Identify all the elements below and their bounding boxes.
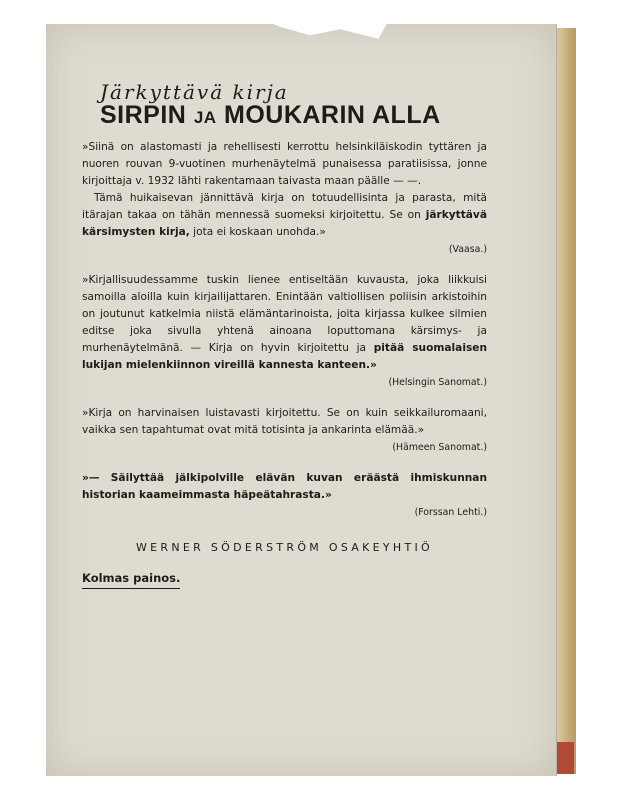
quote-paragraph: »Siinä on alastomasti ja rehellisesti kerrottu helsinkiläiskodin tyttären ja nuoren rouvan 9-vuotinen murhenäytelmä punaisessa paratiisissa, jonne kirjoittaja v. 1932 lähti rakentamaan taivasta maan päälle — —. bbox=[82, 141, 487, 187]
publisher-name: WERNER SÖDERSTRÖM OSAKEYHTIÖ bbox=[135, 541, 434, 554]
review-quote-forssan-lehti bbox=[82, 470, 487, 521]
edition-label: Kolmas painos. bbox=[82, 570, 180, 589]
quote-paragraph: »— Säilyttää jälkipolville elävän kuvan eräästä ihmiskunnan historian kaameimmasta häpeätahrasta.» bbox=[82, 472, 487, 501]
quote-paragraph: »Kirjallisuudessamme tuskin lienee entiseltään kuvausta, joka liikkuisi samoilla aloilla kuin kirjailijattaren. Enintään valtiollisen poliisin arkistoihin on joutunut katkelmia niistä elämäntarinoista, joita kirjassa kulkee silmien editse joka sivulla yhtenä ainoana loputtomana kärsimys- ja murhenäytelmänä. — Kirja on hyvin kirjoitettu ja pitää suomalaisen lukijan mielenkiinnon vireillä kannesta kanteen.» bbox=[82, 274, 487, 371]
quote-source: (Forssan Lehti.) bbox=[414, 507, 487, 518]
quote-paragraph: Tämä huikaisevan jännittävä kirja on totuudellisinta ja parasta, mitä itärajan takaa on tähän mennessä suomeksi kirjoitettu. Se on järkyttävä kärsimysten kirja, jota ei koskaan unohda.» bbox=[82, 192, 487, 238]
book-title bbox=[100, 101, 487, 129]
review-quote-helsingin-sanomat bbox=[82, 272, 487, 391]
title-part-1: SIRPIN bbox=[100, 101, 187, 129]
quote-source: (Hämeen Sanomat.) bbox=[392, 442, 487, 453]
title-part-2: MOUKARIN ALLA bbox=[224, 101, 441, 129]
quote-source: (Vaasa.) bbox=[448, 244, 487, 255]
torn-edge bbox=[268, 22, 388, 46]
back-cover-text bbox=[82, 80, 487, 589]
review-quote-vaasa bbox=[82, 139, 487, 258]
quote-paragraph: »Kirja on harvinaisen luistavasti kirjoitettu. Se on kuin seikkailuromaani, vaikka sen tapahtumat ovat mitä totisinta ja ankarinta elämää.» bbox=[82, 407, 487, 436]
title-connector: JA bbox=[193, 108, 217, 127]
review-quote-hameen-sanomat bbox=[82, 405, 487, 456]
series-line: Järkyttävä kirja bbox=[100, 80, 289, 104]
quote-source: (Helsingin Sanomat.) bbox=[388, 377, 487, 388]
